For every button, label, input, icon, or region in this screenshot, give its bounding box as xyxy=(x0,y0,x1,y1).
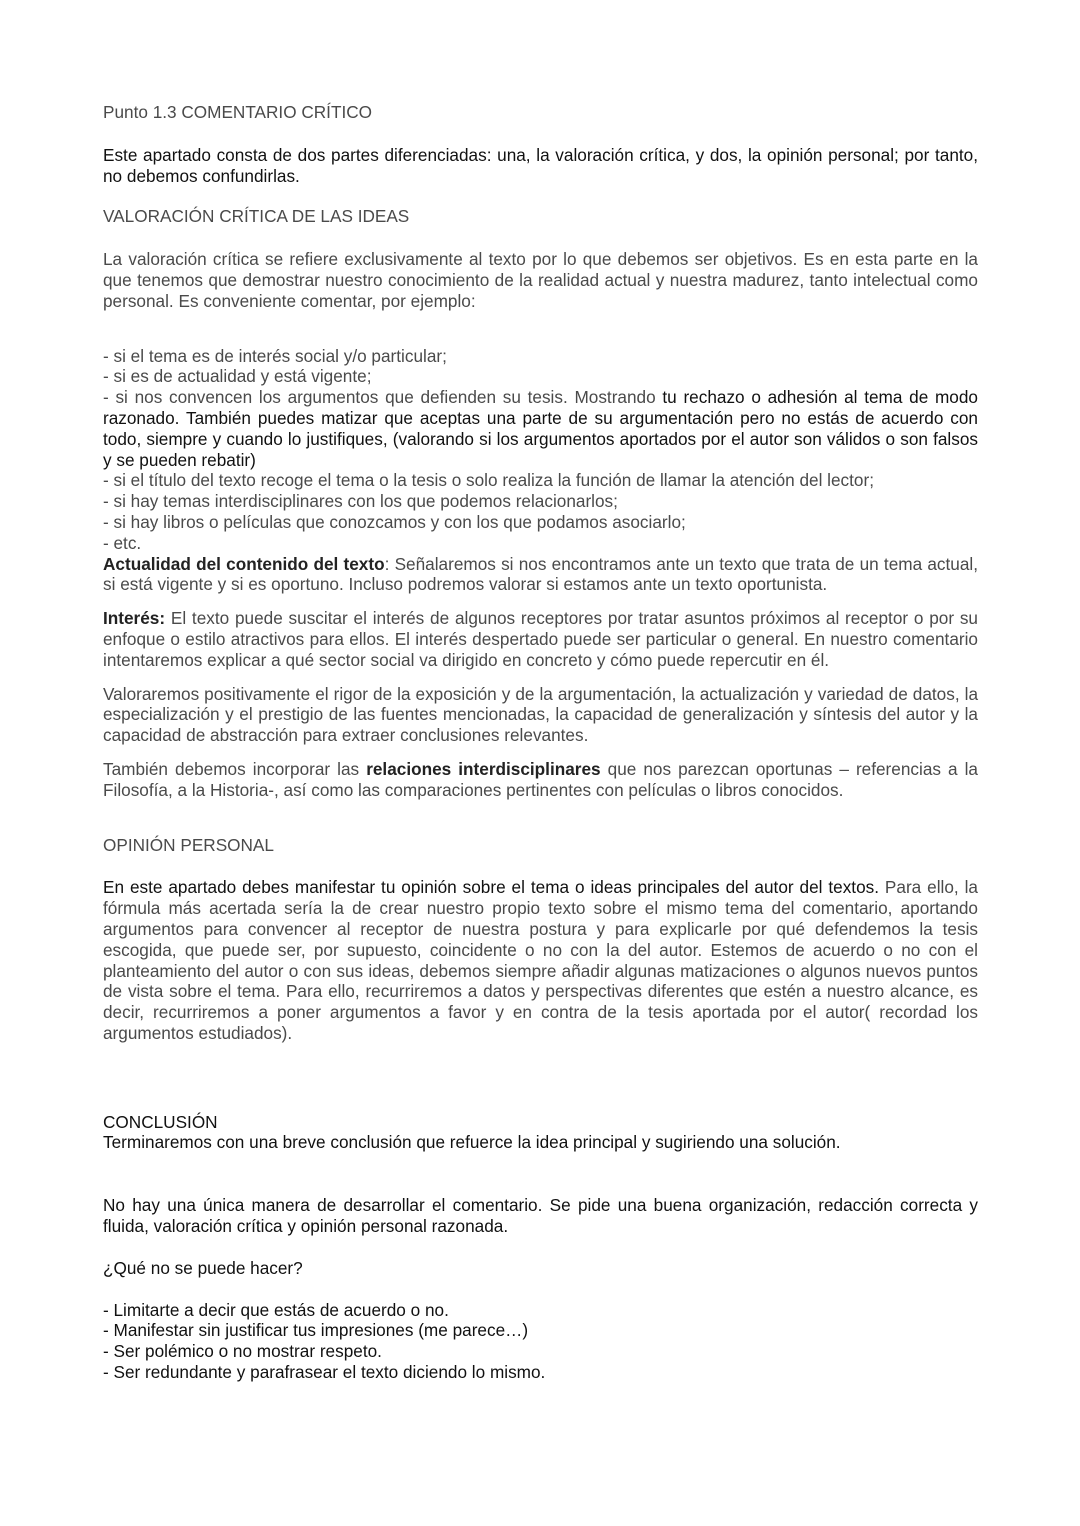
criteria-item: - etc. xyxy=(103,532,142,553)
interes-text: El texto puede suscitar el interés de algunos receptores por tratar asuntos próximos al receptor o por su enfoque o estilo atractivos para ellos. El interés despertado puede ser particular o general. En nuestro comentario intentaremos explicar a qué sector social va dirigido en concreto y cómo puede repercutir en él. xyxy=(103,608,978,670)
conclusion-text: Terminaremos con una breve conclusión que refuerce la idea principal y sugiriendo una solución. xyxy=(103,1132,841,1153)
valoraremos-paragraph: Valoraremos positivamente el rigor de la exposición y de la argumentación, la actualización y variedad de datos, la especialización y el prestigio de las fuentes mencionadas, la capacidad de generalización y síntesis del autor y la capacidad de abstracción para extraer conclusiones relevantes. xyxy=(103,683,978,746)
relaciones-before: También debemos incorporar las xyxy=(103,758,367,779)
criteria-item xyxy=(103,387,978,470)
opinion-paragraph xyxy=(103,877,978,1043)
interes-label: Interés: xyxy=(103,608,166,629)
intro-paragraph: Este apartado consta de dos partes diferenciadas: una, la valoración crítica, y dos, la opinión personal; por tanto, no debemos confundirlas. xyxy=(103,144,978,186)
actualidad-paragraph xyxy=(103,554,978,596)
prohibited-item: - Limitarte a decir que estás de acuerdo o no. xyxy=(103,1299,449,1320)
criteria-list xyxy=(103,346,978,554)
question-heading: ¿Qué no se puede hacer? xyxy=(103,1257,303,1278)
document-page xyxy=(103,102,978,1383)
valoracion-heading: VALORACIÓN CRÍTICA DE LAS IDEAS xyxy=(103,206,410,227)
criteria-item: - si es de actualidad y está vigente; xyxy=(103,366,372,387)
prohibited-list xyxy=(103,1300,978,1383)
opinion-heading: OPINIÓN PERSONAL xyxy=(103,834,274,855)
actualidad-label: Actualidad del contenido del texto xyxy=(103,553,385,574)
prohibited-item: - Ser redundante y parafrasear el texto diciendo lo mismo. xyxy=(103,1362,546,1383)
conclusion-heading: CONCLUSIÓN xyxy=(103,1111,218,1132)
criteria-item: - si hay temas interdisciplinares con los que podemos relacionarlos; xyxy=(103,491,618,512)
interes-paragraph xyxy=(103,608,978,670)
final-paragraph: No hay una única manera de desarrollar el comentario. Se pide una buena organización, redacción correcta y fluida, valoración crítica y opinión personal razonada. xyxy=(103,1195,978,1237)
relaciones-bold: relaciones interdisciplinares xyxy=(366,758,601,779)
relaciones-after: que nos parezcan oportunas – referencias a la Filosofía, a la Historia-, así como las comparaciones pertinentes con películas o libros conocidos. xyxy=(103,758,978,800)
relaciones-paragraph xyxy=(103,759,978,801)
prohibited-item: - Manifestar sin justificar tus impresiones (me parece…) xyxy=(103,1320,529,1341)
criteria-item: - si el tema es de interés social y/o particular; xyxy=(103,345,447,366)
prohibited-item: - Ser polémico o no mostrar respeto. xyxy=(103,1341,382,1362)
actualidad-text: : Señalaremos si nos encontramos ante un texto que trata de un tema actual, si está vigente y si es oportuno. Incluso podremos valorar si estamos ante un texto oportunista. xyxy=(103,553,978,595)
opinion-part2: Para ello, la fórmula más acertada sería la de crear nuestro propio texto sobre el mismo tema del comentario, aportando argumentos para convencer al receptor de nuestra postura y para explicarle por qué defendemos la tesis escogida, que puede ser, por supuesto, coincidente o no con la del autor. Estemos de acuerdo o no con el planteamiento del autor o con sus ideas, debemos siempre añadir algunas matizaciones o algunos nuevos puntos de vista sobre el tema. Para ello, recurriremos a datos y perspectivas diferentes que estén a nuestro alcance, es decir, recurriremos a poner argumentos a favor y en contra de la tesis aportada por el autor( recordad los argumentos estudiados). xyxy=(103,877,978,1043)
criteria-item: - si el título del texto recoge el tema o la tesis o solo realiza la función de llamar la atención del lector; xyxy=(103,470,874,491)
opinion-part1: En este apartado debes manifestar tu opinión sobre el tema o ideas principales del autor del textos. xyxy=(103,877,880,898)
criteria-item-start: - si nos convencen los argumentos que defienden su tesis. Mostrando xyxy=(103,387,656,408)
valoracion-paragraph: La valoración crítica se refiere exclusivamente al texto por lo que debemos ser objetivos. Es en esta parte en la que tenemos que demostrar nuestro conocimiento de la realidad actual y nuestra madurez, tanto intelectual como personal. Es conveniente comentar, por ejemplo: xyxy=(103,249,978,311)
page-title: Punto 1.3 COMENTARIO CRÍTICO xyxy=(103,102,373,122)
criteria-item: - si hay libros o películas que conozcamos y con los que podamos asociarlo; xyxy=(103,511,686,532)
criteria-item-emphasis: tu rechazo o adhesión al tema de modo razonado. También puedes matizar que aceptas una parte de su argumentación pero no estás de acuerdo con todo, siempre y cuando lo justifiques, (valorando si los argumentos aportados por el autor son válidos o son falsos y se pueden rebatir) xyxy=(103,387,978,470)
